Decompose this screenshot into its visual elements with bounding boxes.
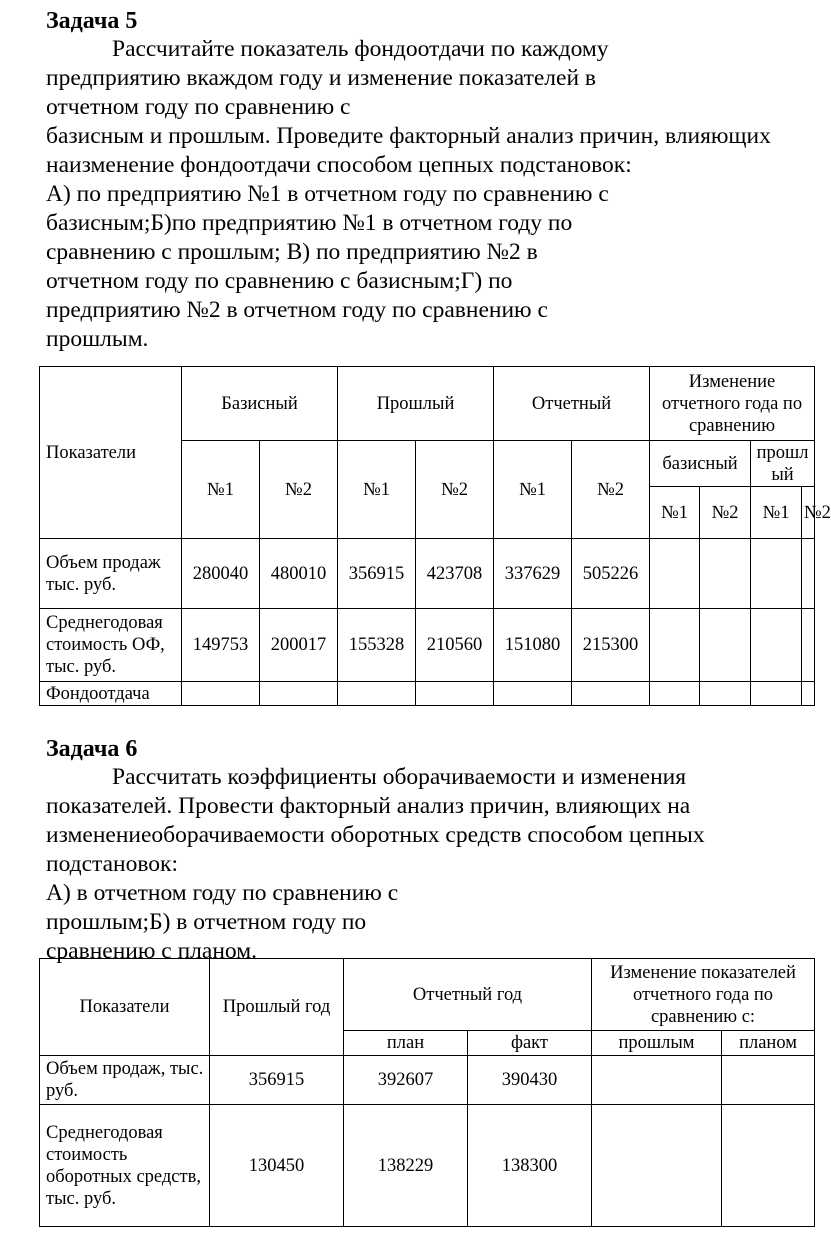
row-label: Среднегодовая стоимость ОФ, тыс. руб. xyxy=(40,609,182,682)
table-cell xyxy=(700,609,751,682)
text-line: отчетном году по сравнению с базисным;Г) по xyxy=(46,268,513,294)
table-cell: 505226 xyxy=(572,539,650,609)
header-n2: №2 xyxy=(802,487,815,539)
task6-title: Задача 6 xyxy=(46,736,138,762)
task5-table xyxy=(39,366,831,706)
table-cell xyxy=(338,682,416,706)
header-base: Базисный xyxy=(182,367,338,441)
header-fact: факт xyxy=(468,1031,592,1056)
table-cell xyxy=(260,682,338,706)
text-line: базисным;Б)по предприятию №1 в отчетном году по xyxy=(46,210,573,236)
task6-table xyxy=(39,958,815,1227)
text-line: наизменение фондоотдачи способом цепных подстановок: xyxy=(46,152,632,178)
header-indicators: Показатели xyxy=(40,367,182,539)
table-cell: 138229 xyxy=(344,1105,468,1227)
header-indicators: Показатели xyxy=(40,959,210,1056)
text-line: показателей. Провести факторный анализ причин, влияющих на xyxy=(46,793,691,819)
text-line: отчетном году по сравнению с xyxy=(46,94,351,120)
text-line: А) в отчетном году по сравнению с xyxy=(46,880,399,906)
table-cell: 210560 xyxy=(416,609,494,682)
table-cell: 149753 xyxy=(182,609,260,682)
table-cell: 390430 xyxy=(468,1056,592,1105)
table-cell xyxy=(802,682,815,706)
table-cell: 337629 xyxy=(494,539,572,609)
table-cell: 138300 xyxy=(468,1105,592,1227)
header-vs-prev: прошлым xyxy=(592,1031,722,1056)
text-line: прошлым. xyxy=(46,326,149,352)
table-cell xyxy=(182,682,260,706)
table-cell xyxy=(700,682,751,706)
text-line: сравнению с планом. xyxy=(46,938,257,964)
table-cell: 356915 xyxy=(338,539,416,609)
header-n1: №1 xyxy=(650,487,700,539)
header-n2: №2 xyxy=(416,441,494,539)
header-prev-year: Прошлый год xyxy=(210,959,344,1056)
table-cell xyxy=(650,609,700,682)
header-change: Изменение показателей отчетного года по сравнению с: xyxy=(592,959,815,1031)
text-line: Рассчитать коэффициенты оборачиваемости и изменения xyxy=(112,764,687,790)
header-n1: №1 xyxy=(751,487,802,539)
table-cell xyxy=(494,682,572,706)
table-cell xyxy=(802,539,815,609)
table-cell: 280040 xyxy=(182,539,260,609)
task5-title: Задача 5 xyxy=(46,8,138,34)
header-vs-plan: планом xyxy=(722,1031,815,1056)
table-cell: 130450 xyxy=(210,1105,344,1227)
text-line: Рассчитайте показатель фондоотдачи по каждому xyxy=(112,36,609,62)
header-n1: №1 xyxy=(182,441,260,539)
table-cell xyxy=(722,1056,815,1105)
header-report: Отчетный xyxy=(494,367,650,441)
task5-text xyxy=(46,35,771,354)
task6-text xyxy=(46,763,705,966)
text-line: предприятию №2 в отчетном году по сравнению с xyxy=(46,297,548,323)
table-cell xyxy=(416,682,494,706)
table-cell: 423708 xyxy=(416,539,494,609)
table-cell xyxy=(751,609,802,682)
row-label: Среднегодовая стоимость оборотных средств, тыс. руб. xyxy=(40,1105,210,1227)
table-cell xyxy=(802,609,815,682)
text-line: базисным и прошлым. Проведите факторный анализ причин, влияющих xyxy=(46,123,771,149)
table-cell xyxy=(572,682,650,706)
text-line: А) по предприятию №1 в отчетном году по сравнению с xyxy=(46,181,609,207)
table-cell xyxy=(700,539,751,609)
text-line: прошлым;Б) в отчетном году по xyxy=(46,909,367,935)
header-n2: №2 xyxy=(572,441,650,539)
table-cell xyxy=(722,1105,815,1227)
header-plan: план xyxy=(344,1031,468,1056)
header-prev: Прошлый xyxy=(338,367,494,441)
table-cell: 356915 xyxy=(210,1056,344,1105)
text-line: предприятию вкаждом году и изменение показателей в xyxy=(46,65,597,91)
header-change-base: базисный xyxy=(650,441,751,487)
table-cell xyxy=(650,682,700,706)
header-change: Изменение отчетного года по сравнению xyxy=(650,367,815,441)
header-report-year: Отчетный год xyxy=(344,959,592,1031)
table-cell xyxy=(751,682,802,706)
header-n2: №2 xyxy=(700,487,751,539)
header-n2: №2 xyxy=(260,441,338,539)
table-cell xyxy=(592,1105,722,1227)
header-n1: №1 xyxy=(494,441,572,539)
table-cell: 151080 xyxy=(494,609,572,682)
table-cell: 392607 xyxy=(344,1056,468,1105)
row-label: Объем продаж, тыс. руб. xyxy=(40,1056,210,1105)
table-cell: 155328 xyxy=(338,609,416,682)
header-change-prev: прошлый xyxy=(751,441,815,487)
table-cell xyxy=(751,539,802,609)
table-cell xyxy=(650,539,700,609)
table-cell: 200017 xyxy=(260,609,338,682)
text-line: подстановок: xyxy=(46,851,178,877)
row-label: Объем продаж тыс. руб. xyxy=(40,539,182,609)
table-cell: 480010 xyxy=(260,539,338,609)
text-line: сравнению с прошлым; В) по предприятию №2 в xyxy=(46,239,538,265)
text-line: изменениеоборачиваемости оборотных средств способом цепных xyxy=(46,822,705,848)
header-n1: №1 xyxy=(338,441,416,539)
row-label: Фондоотдача xyxy=(40,682,182,706)
table-cell: 215300 xyxy=(572,609,650,682)
table-cell xyxy=(592,1056,722,1105)
